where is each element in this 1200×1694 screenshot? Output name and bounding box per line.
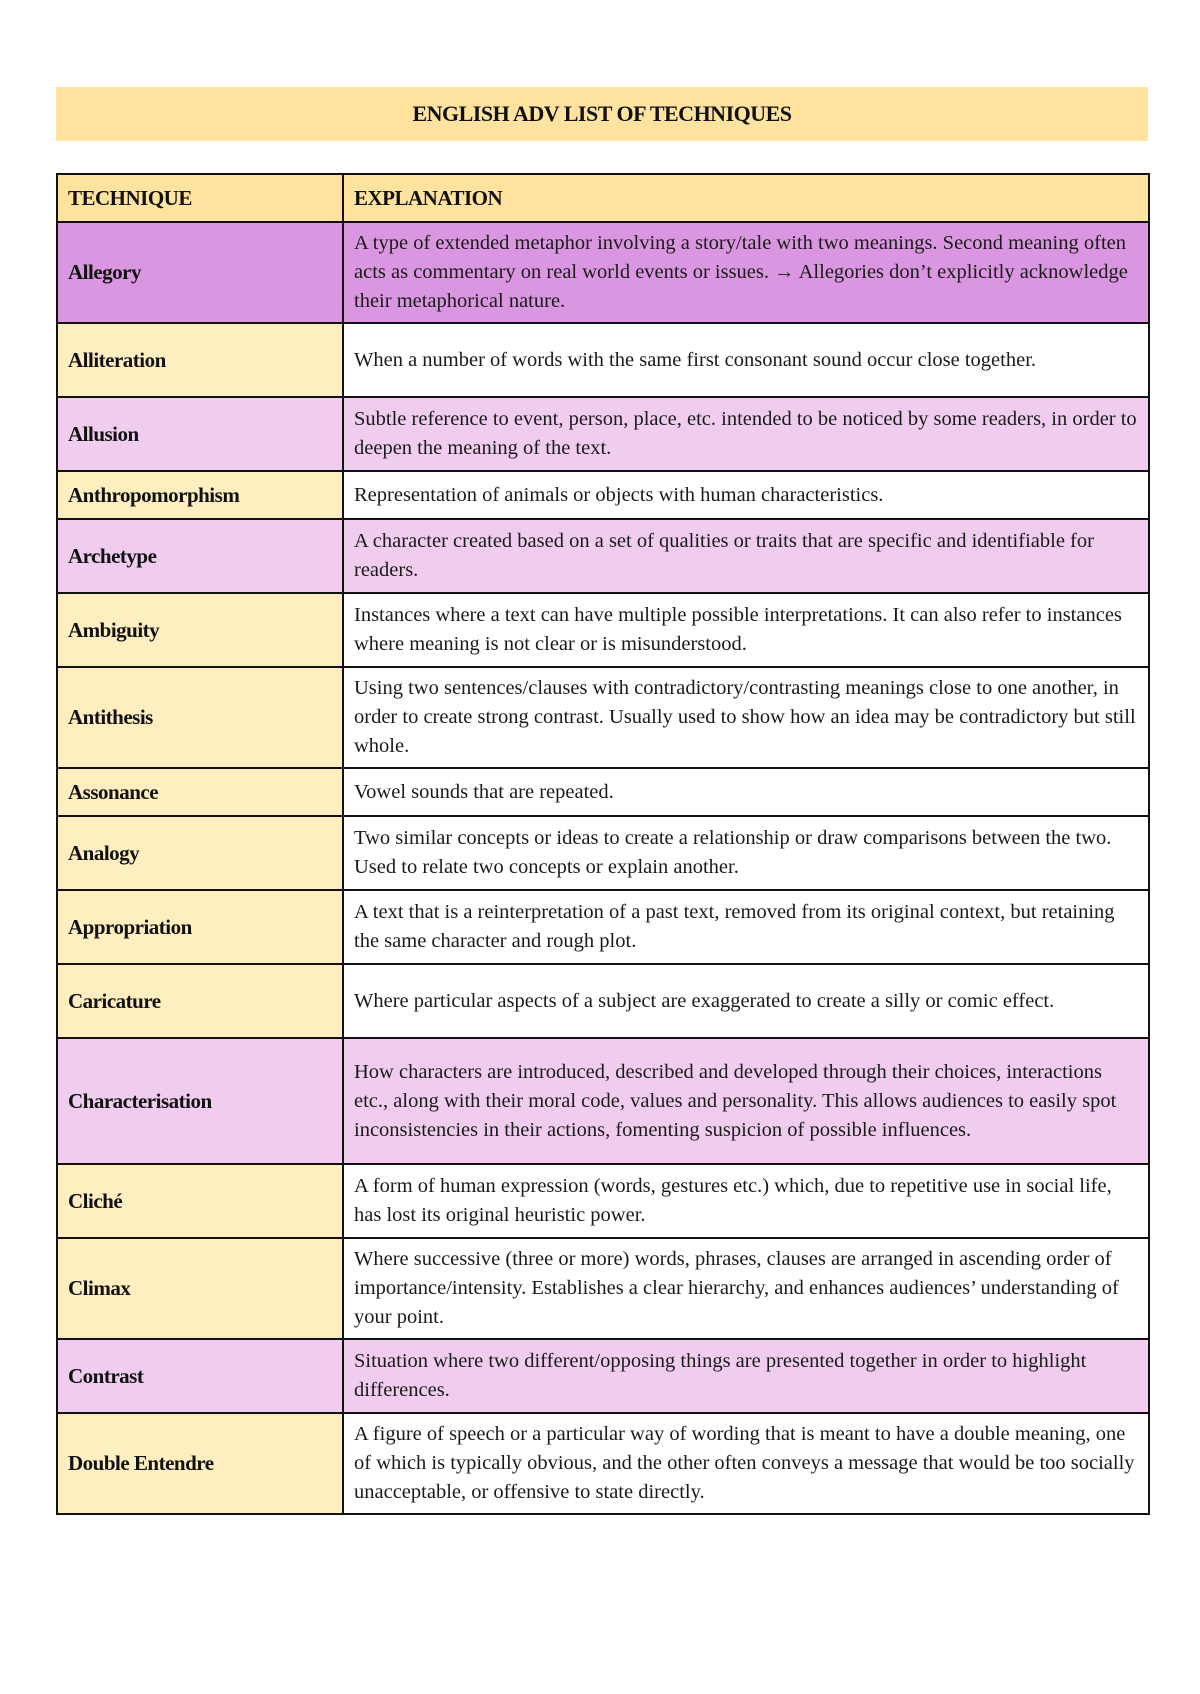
technique-explanation: Instances where a text can have multiple possible interpretations. It can also refer to instances where meaning is not clear or is misunderstood.: [343, 593, 1149, 667]
title-bar: [56, 87, 1148, 141]
technique-explanation: A form of human expression (words, gestures etc.) which, due to repetitive use in social life, has lost its original heuristic power.: [343, 1164, 1149, 1238]
technique-term: Contrast: [57, 1339, 343, 1413]
technique-term: Characterisation: [57, 1038, 343, 1164]
techniques-table: [56, 173, 1150, 1515]
table-row: [57, 222, 1149, 323]
technique-explanation: Where successive (three or more) words, phrases, clauses are arranged in ascending order of importance/intensity. Establishes a clear hierarchy, and enhances audiences’ understanding of your point.: [343, 1238, 1149, 1339]
technique-term: Double Entendre: [57, 1413, 343, 1514]
technique-term: Climax: [57, 1238, 343, 1339]
technique-explanation: Situation where two different/opposing things are presented together in order to highlight differences.: [343, 1339, 1149, 1413]
technique-explanation: Two similar concepts or ideas to create a relationship or draw comparisons between the two. Used to relate two concepts or explain another.: [343, 816, 1149, 890]
technique-explanation: A text that is a reinterpretation of a past text, removed from its original context, but retaining the same character and rough plot.: [343, 890, 1149, 964]
technique-term: Allegory: [57, 222, 343, 323]
technique-explanation: A type of extended metaphor involving a story/tale with two meanings. Second meaning often acts as commentary on real world events or issues. → Allegories don’t explicitly acknowledge their metaphorical nature.: [343, 222, 1149, 323]
technique-term: Anthropomorphism: [57, 471, 343, 519]
technique-term: Archetype: [57, 519, 343, 593]
technique-explanation: How characters are introduced, described and developed through their choices, interactions etc., along with their moral code, values and personality. This allows audiences to easily spot inconsistencies in their actions, fomenting suspicion of possible influences.: [343, 1038, 1149, 1164]
table-row: [57, 471, 1149, 519]
technique-term: Allusion: [57, 397, 343, 471]
technique-explanation: Representation of animals or objects with human characteristics.: [343, 471, 1149, 519]
technique-explanation: Where particular aspects of a subject are exaggerated to create a silly or comic effect.: [343, 964, 1149, 1038]
table-row: [57, 1339, 1149, 1413]
table-row: [57, 397, 1149, 471]
table-row: [57, 519, 1149, 593]
technique-explanation: A character created based on a set of qualities or traits that are specific and identifiable for readers.: [343, 519, 1149, 593]
table-row: [57, 667, 1149, 768]
technique-explanation: A figure of speech or a particular way of wording that is meant to have a double meaning, one of which is typically obvious, and the other often conveys a message that would be too socially unacceptable, or offensive to state directly.: [343, 1413, 1149, 1514]
technique-explanation: Subtle reference to event, person, place, etc. intended to be noticed by some readers, in order to deepen the meaning of the text.: [343, 397, 1149, 471]
table-row: [57, 1413, 1149, 1514]
technique-term: Alliteration: [57, 323, 343, 397]
table-row: [57, 890, 1149, 964]
table-row: [57, 1164, 1149, 1238]
table-row: [57, 964, 1149, 1038]
page-title: ENGLISH ADV LIST OF TECHNIQUES: [412, 101, 792, 126]
technique-term: Cliché: [57, 1164, 343, 1238]
table-row: [57, 1038, 1149, 1164]
technique-term: Antithesis: [57, 667, 343, 768]
table-row: [57, 593, 1149, 667]
technique-term: Assonance: [57, 768, 343, 816]
table-row: [57, 1238, 1149, 1339]
technique-term: Ambiguity: [57, 593, 343, 667]
technique-explanation: When a number of words with the same first consonant sound occur close together.: [343, 323, 1149, 397]
table-row: [57, 816, 1149, 890]
technique-explanation: Vowel sounds that are repeated.: [343, 768, 1149, 816]
technique-explanation: Using two sentences/clauses with contradictory/contrasting meanings close to one another, in order to create strong contrast. Usually used to show how an idea may be contradictory but still whole.: [343, 667, 1149, 768]
table-header-row: [57, 174, 1149, 222]
technique-term: Analogy: [57, 816, 343, 890]
table-row: [57, 768, 1149, 816]
column-header-explanation: EXPLANATION: [343, 174, 1149, 222]
table-row: [57, 323, 1149, 397]
technique-term: Caricature: [57, 964, 343, 1038]
column-header-technique: TECHNIQUE: [57, 174, 343, 222]
technique-term: Appropriation: [57, 890, 343, 964]
